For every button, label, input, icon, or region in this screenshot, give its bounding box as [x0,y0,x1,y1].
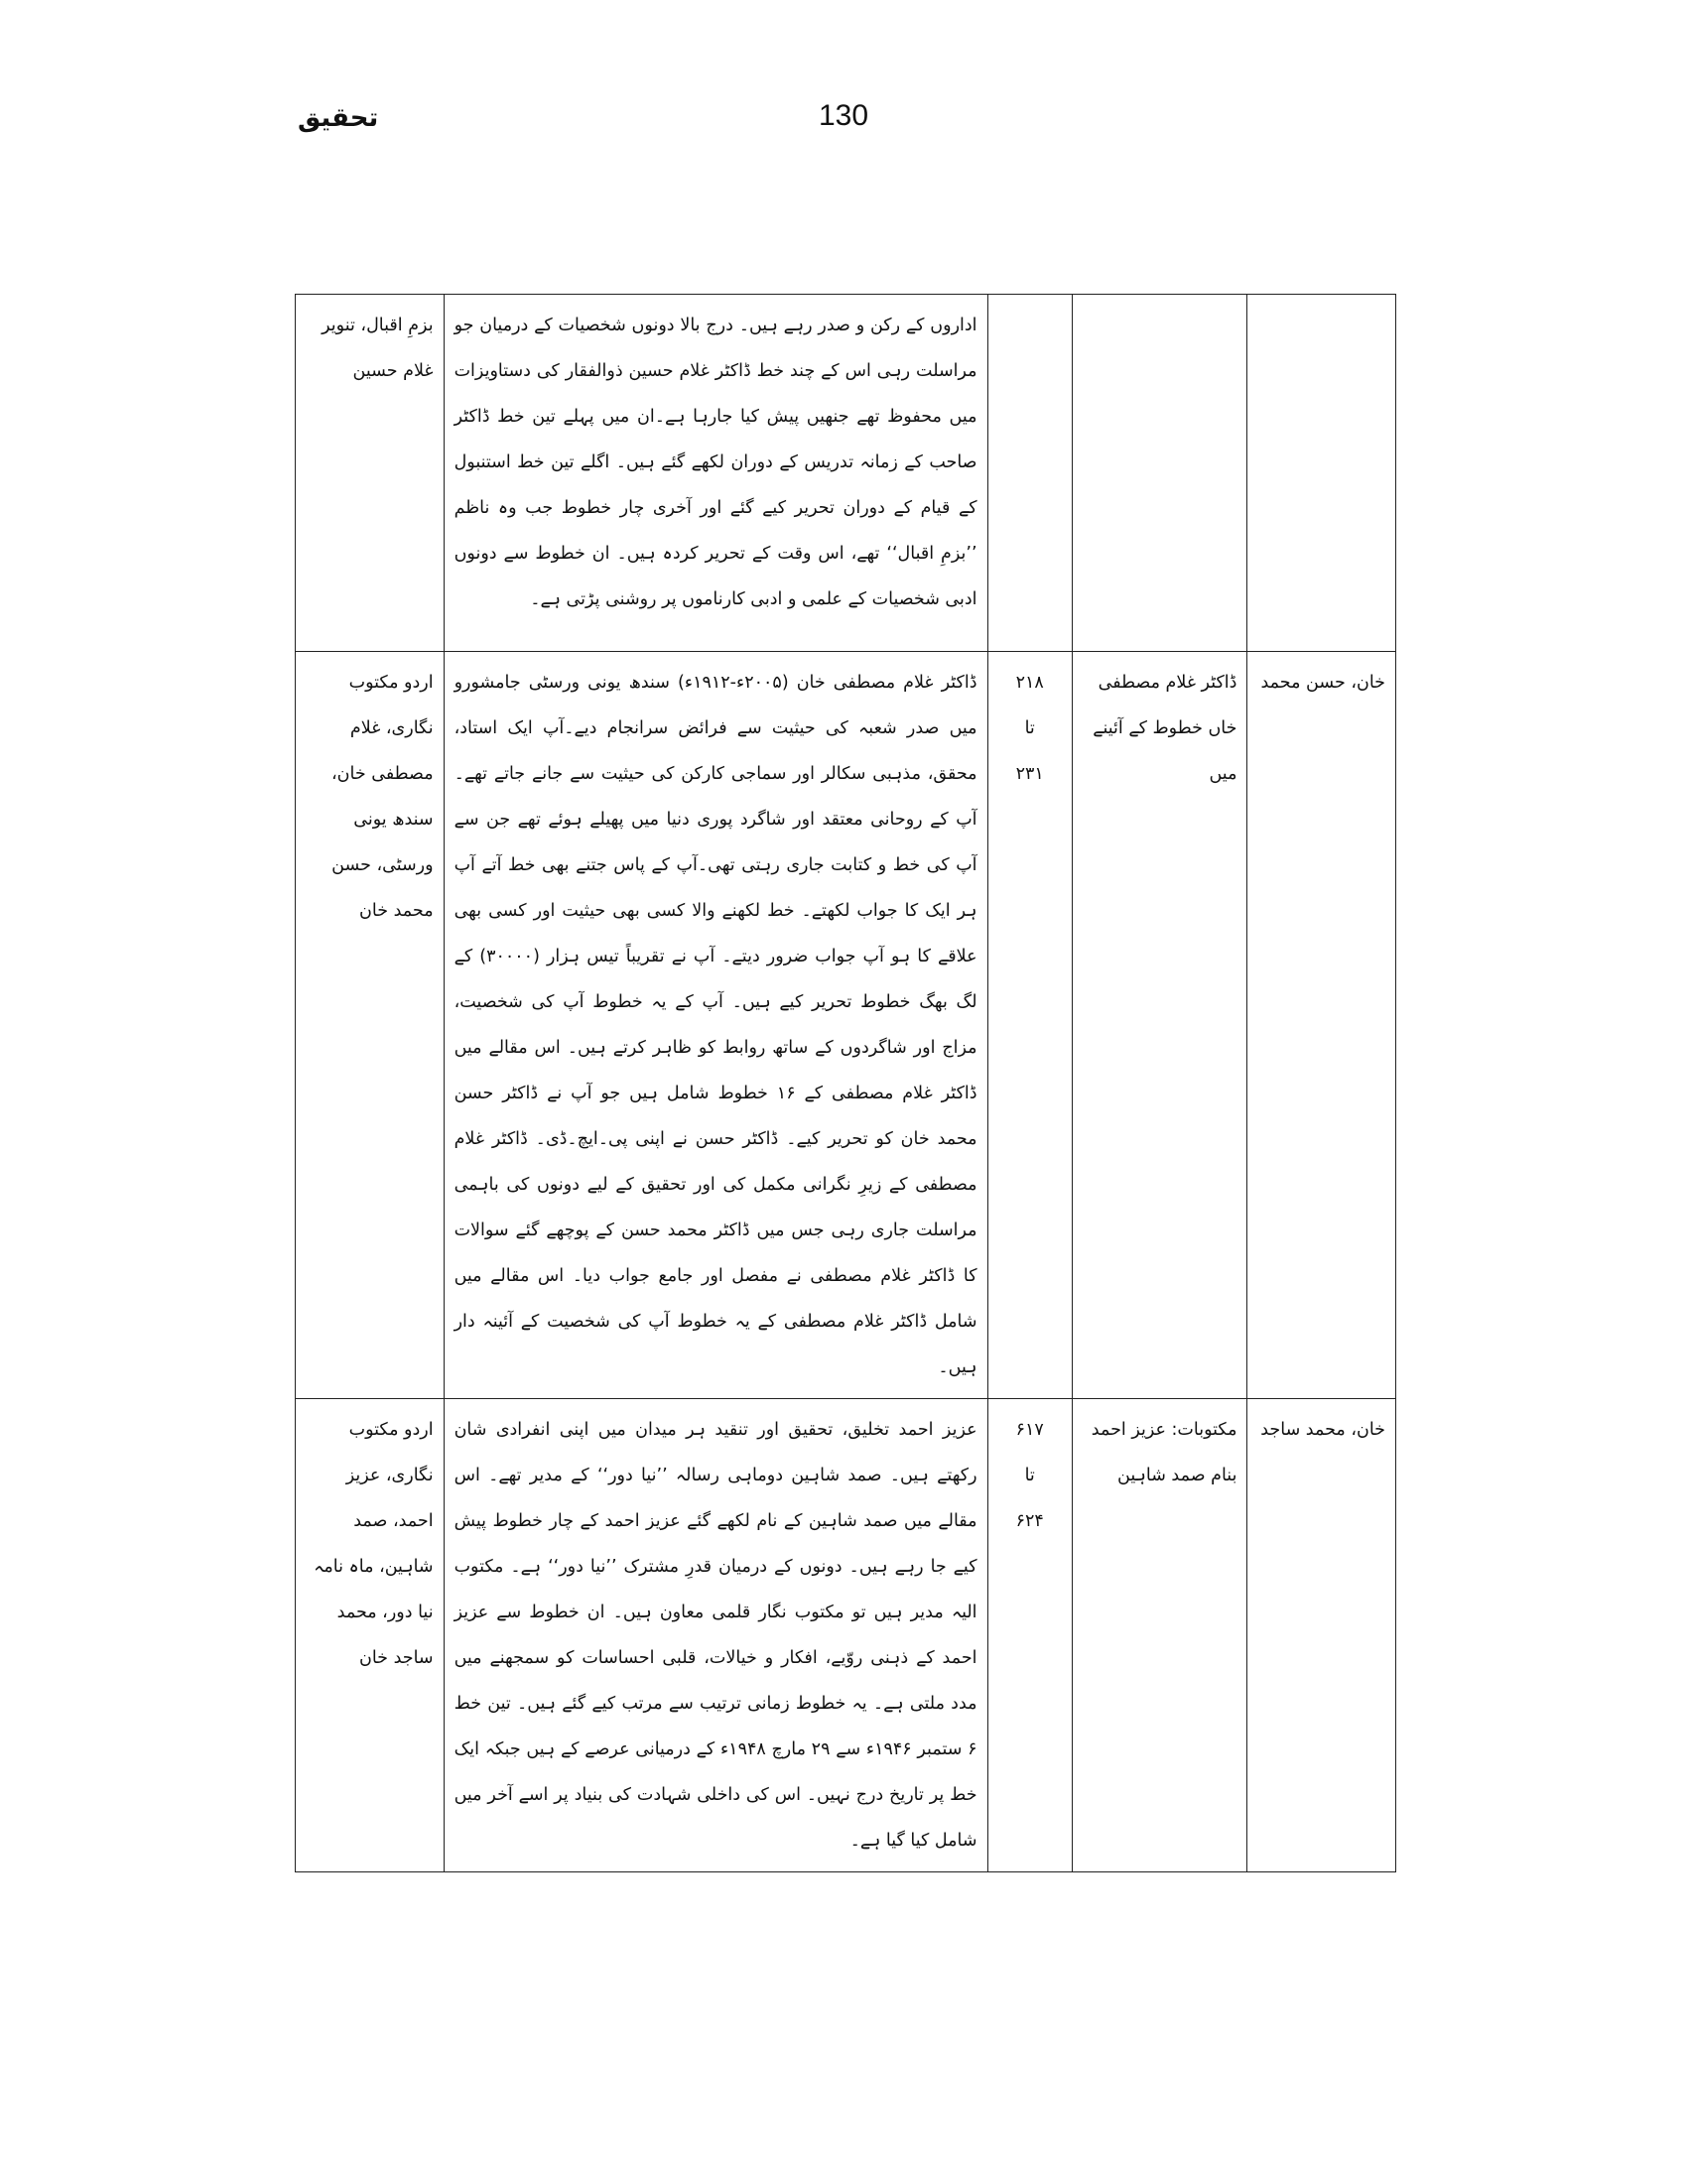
keywords-cell: بزمِ اقبال، تنویر غلام حسین [296,295,445,652]
pages-cell [987,295,1072,652]
author-cell: خان، محمد ساجد [1247,1399,1396,1872]
pages-cell [987,1399,1072,1872]
abstract-cell: ڈاکٹر غلام مصطفی خان (۲۰۰۵ء-۱۹۱۲ء) سندھ یونی ورسٹی جامشورو میں صدر شعبہ کی حیثیت سے فرائض سرانجام دیے۔آپ ایک استاد، محقق، مذہبی سکالر اور سماجی کارکن کی حیثیت سے جانے جاتے تھے۔ آپ کے روحانی معتقد اور شاگرد پوری دنیا میں پھیلے ہوئے تھے جن سے آپ کی خط و کتابت جاری رہتی تھی۔آپ کے پاس جتنے بھی خط آتے آپ ہر ایک کا جواب لکھتے۔ خط لکھنے والا کسی بھی حیثیت اور کسی بھی علاقے کا ہو آپ جواب ضرور دیتے۔ آپ نے تقریباً تیس ہزار (۳۰۰۰۰) کے لگ بھگ خطوط تحریر کیے ہیں۔ آپ کے یہ خطوط آپ کی شخصیت، مزاج اور شاگردوں کے ساتھ روابط کو ظاہر کرتے ہیں۔ اس مقالے میں ڈاکٹر غلام مصطفی کے ۱۶ خطوط شامل ہیں جو آپ نے ڈاکٹر حسن محمد خان کو تحریر کیے۔ ڈاکٹر حسن نے اپنی پی۔ایچ۔ڈی۔ ڈاکٹر غلام مصطفی کے زیرِ نگرانی مکمل کی اور تحقیق کے لیے دونوں کی باہمی مراسلت جاری رہی جس میں ڈاکٹر محمد حسن کے پوچھے گئے سوالات کا ڈاکٹر غلام مصطفی نے مفصل اور جامع جواب دیا۔ اس مقالے میں شامل ڈاکٹر غلام مصطفی کے یہ خطوط آپ کی شخصیت کے آئینہ دار ہیں۔ [444,652,987,1399]
page-start: ۶۱۷ [1015,1420,1044,1440]
journal-name: تحقیق [298,103,379,133]
page-range-separator: تا [1024,718,1035,738]
keywords-cell: اردو مکتوب نگاری، غلام مصطفی خان، سندھ یونی ورسٹی، حسن محمد خان [296,652,445,1399]
page-end: ۲۳۱ [1015,764,1044,784]
pages-cell [987,652,1072,1399]
author-cell: خان، حسن محمد [1247,652,1396,1399]
title-cell [1072,295,1247,652]
article-index-table [295,294,1396,1872]
abstract-cell: اداروں کے رکن و صدر رہے ہیں۔ درج بالا دونوں شخصیات کے درمیان جو مراسلت رہی اس کے چند خط ڈاکٹر غلام حسین ذوالفقار کی دستاویزات میں محفوظ تھے جنھیں پیش کیا جارہا ہے۔ان میں پہلے تین خط ڈاکٹر صاحب کے زمانہ تدریس کے دوران لکھے گئے ہیں۔ اگلے تین خط استنبول کے قیام کے دوران تحریر کیے گئے اور آخری چار خطوط جب وہ ناظم ’’بزمِ اقبال‘‘ تھے، اس وقت کے تحریر کردہ ہیں۔ ان خطوط سے دونوں ادبی شخصیات کے علمی و ادبی کارناموں پر روشنی پڑتی ہے۔ [444,295,987,652]
table-row [296,1399,1396,1872]
page-number: 130 [818,99,869,132]
keywords-cell: اردو مکتوب نگاری، عزیز احمد، صمد شاہین، ماہ نامہ نیا دور، محمد ساجد خان [296,1399,445,1872]
title-cell: ڈاکٹر غلام مصطفی خاں خطوط کے آئینے میں [1072,652,1247,1399]
page-end: ۶۲۴ [1015,1511,1044,1531]
title-cell: مکتوبات: عزیز احمد بنام صمد شاہین [1072,1399,1247,1872]
author-cell [1247,295,1396,652]
table-row [296,295,1396,652]
page-range-separator: تا [1024,1466,1035,1485]
page-start: ۲۱۸ [1015,673,1044,693]
table-row [296,652,1396,1399]
abstract-cell: عزیز احمد تخلیق، تحقیق اور تنقید ہر میدان میں اپنی انفرادی شان رکھتے ہیں۔ صمد شاہین دوماہی رسالہ ’’نیا دور‘‘ کے مدیر تھے۔ اس مقالے میں صمد شاہین کے نام لکھے گئے عزیز احمد کے چار خطوط پیش کیے جا رہے ہیں۔ دونوں کے درمیان قدرِ مشترک ’’نیا دور‘‘ ہے۔ مکتوب الیہ مدیر ہیں تو مکتوب نگار قلمی معاون ہیں۔ ان خطوط سے عزیز احمد کے ذہنی روّیے، افکار و خیالات، قلبی احساسات کو سمجھنے میں مدد ملتی ہے۔ یہ خطوط زمانی ترتیب سے مرتب کیے گئے ہیں۔ تین خط ۶ ستمبر ۱۹۴۶ء سے ۲۹ مارچ ۱۹۴۸ء کے درمیانی عرصے کے ہیں جبکہ ایک خط پر تاریخ درج نہیں۔ اس کی داخلی شہادت کی بنیاد پر اسے آخر میں شامل کیا گیا ہے۔ [444,1399,987,1872]
